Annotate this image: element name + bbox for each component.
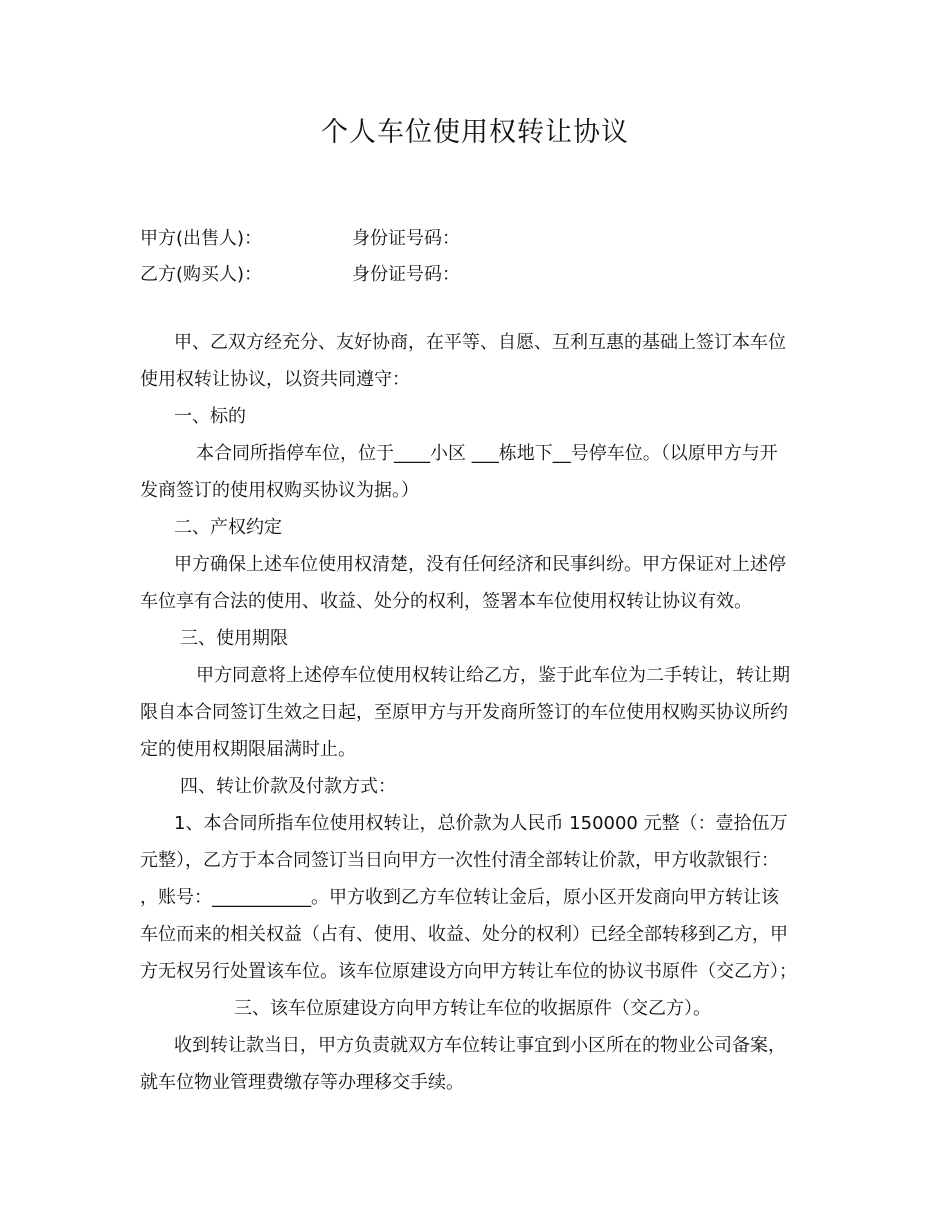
clause-line: 收到转让款当日，甲方负责就双方车位转让事宜到小区所在的物业公司备案，	[174, 1035, 786, 1056]
preamble-line: 甲、乙双方经充分、友好协商，在平等、自愿、互利互惠的基础上签订本车位	[174, 332, 786, 353]
party-a-label: 甲方(出售人)：	[140, 228, 263, 249]
preamble-line: 使用权转让协议，以资共同遵守：	[140, 369, 410, 390]
clause-line: 三、该车位原建设方向甲方转让车位的收据原件（交乙方）。	[234, 998, 711, 1019]
section-heading: 二、产权约定	[174, 517, 282, 538]
clause-line: 本合同所指停车位，位于____小区 ___栋地下__号停车位。（以原甲方与开	[196, 443, 778, 464]
clause-line: 方无权另行处置该车位。该车位原建设方向甲方转让车位的协议书原件（交乙方）；	[140, 961, 797, 982]
clause-line: 定的使用权期限届满时止。	[140, 739, 356, 760]
clause-line: ，账号：___________。甲方收到乙方车位转让金后，原小区开发商向甲方转让该	[140, 887, 779, 908]
clause-line: 车位而来的相关权益（占有、使用、收益、处分的权利）已经全部转移到乙方，甲	[140, 924, 788, 945]
document-title: 个人车位使用权转让协议	[321, 117, 629, 148]
clause-line: 就车位物业管理费缴存等办理移交手续。	[140, 1072, 464, 1093]
clause-line: 车位享有合法的使用、收益、处分的权利，签署本车位使用权转让协议有效。	[140, 591, 752, 612]
clause-line: 发商签订的使用权购买协议为据。）	[140, 480, 419, 501]
party-b-label: 乙方(购买人)：	[140, 264, 263, 285]
clause-line: 限自本合同签订生效之日起，至原甲方与开发商所签订的车位使用权购买协议所约	[140, 702, 788, 723]
clause-line: 甲方确保上述车位使用权清楚，没有任何经济和民事纠纷。甲方保证对上述停	[174, 554, 786, 575]
section-heading: 三、使用期限	[180, 628, 288, 649]
clause-line: 1、本合同所指车位使用权转让，总价款为人民币 150000 元整（：壹拾伍万	[174, 813, 788, 834]
party-a-id-label: 身份证号码：	[352, 228, 460, 249]
party-b-id-label: 身份证号码：	[352, 264, 460, 285]
section-heading: 四、转让价款及付款方式：	[180, 776, 396, 797]
clause-line: 元整），乙方于本合同签订当日向甲方一次性付清全部转让价款，甲方收款银行：	[140, 850, 779, 871]
clause-line: 甲方同意将上述停车位使用权转让给乙方，鉴于此车位为二手转让，转让期	[196, 665, 790, 686]
section-heading: 一、标的	[174, 406, 246, 427]
